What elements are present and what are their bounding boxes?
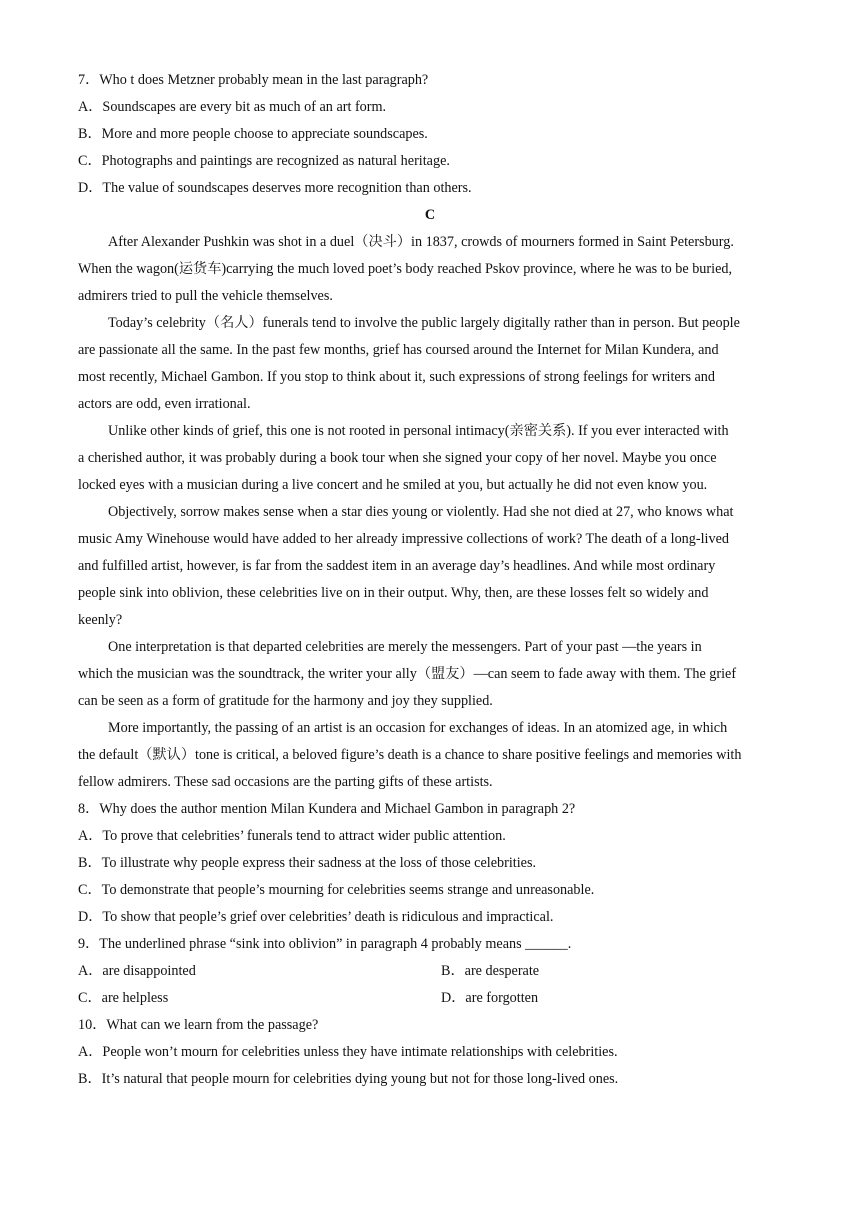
- passage-line: When the wagon(运货车)carrying the much loved poet’s body reached Pskov province, where he was to be buried,: [78, 261, 733, 277]
- passage-line: the default（默认）tone is critical, a beloved figure’s death is a chance to share positive feelings and memories with: [78, 747, 742, 763]
- passage-line: admirers tried to pull the vehicle themselves.: [78, 288, 333, 304]
- question-7-option-d: D．The value of soundscapes deserves more recognition than others.: [78, 180, 472, 196]
- passage-line: are passionate all the same. In the past few months, grief has coursed around the Internet for Milan Kundera, and: [78, 342, 719, 358]
- passage-line: people sink into oblivion, these celebrities live on in their output. Why, then, are these losses felt so widely and: [78, 585, 709, 601]
- question-7-stem: 7．Who t does Metzner probably mean in the last paragraph?: [78, 72, 429, 88]
- question-10-option-a: A．People won’t mourn for celebrities unless they have intimate relationships with celebrities.: [78, 1044, 618, 1060]
- passage-line: One interpretation is that departed celebrities are merely the messengers. Part of your past —the years in: [108, 639, 702, 655]
- question-9-option-b: B．are desperate: [441, 963, 540, 979]
- passage-line: and fulfilled artist, however, is far from the saddest item in an average day’s headlines. And while most ordinary: [78, 558, 716, 574]
- passage-line: locked eyes with a musician during a live concert and he smiled at you, but actually he did not even know you.: [78, 477, 708, 493]
- question-10-option-b: B．It’s natural that people mourn for celebrities dying young but not for those long-lived ones.: [78, 1071, 619, 1087]
- question-9-option-d: D．are forgotten: [441, 990, 539, 1006]
- question-9-stem: 9．The underlined phrase “sink into oblivion” in paragraph 4 probably means ______.: [78, 936, 572, 952]
- question-10-stem: 10．What can we learn from the passage?: [78, 1017, 319, 1033]
- passage-line: which the musician was the soundtrack, the writer your ally（盟友）—can seem to fade away with them. The grief: [78, 666, 737, 682]
- question-8-option-a: A．To prove that celebrities’ funerals tend to attract wider public attention.: [78, 828, 506, 844]
- question-7-option-b: B．More and more people choose to appreciate soundscapes.: [78, 126, 428, 142]
- question-8-option-c: C．To demonstrate that people’s mourning for celebrities seems strange and unreasonable.: [78, 882, 595, 898]
- question-9-option-a: A．are disappointed: [78, 963, 196, 979]
- passage-line: fellow admirers. These sad occasions are the parting gifts of these artists.: [78, 774, 493, 790]
- passage-line: Objectively, sorrow makes sense when a star dies young or violently. Had she not died at 27, who knows what: [108, 504, 734, 520]
- passage-line: After Alexander Pushkin was shot in a duel（决斗）in 1837, crowds of mourners formed in Saint Petersburg.: [108, 234, 734, 250]
- section-label: C: [424, 207, 436, 223]
- question-8-option-d: D．To show that people’s grief over celebrities’ death is ridiculous and impractical.: [78, 909, 554, 925]
- passage-line: actors are odd, even irrational.: [78, 396, 251, 412]
- passage-line: Today’s celebrity（名人）funerals tend to involve the public largely digitally rather than in person. But people: [108, 315, 740, 331]
- question-9-option-c: C．are helpless: [78, 990, 169, 1006]
- passage-line: a cherished author, it was probably during a book tour when she signed your copy of her novel. Maybe you once: [78, 450, 717, 466]
- passage-line: can be seen as a form of gratitude for the harmony and joy they supplied.: [78, 693, 493, 709]
- passage-line: keenly?: [78, 612, 123, 628]
- question-8-option-b: B．To illustrate why people express their sadness at the loss of those celebrities.: [78, 855, 537, 871]
- question-7-option-a: A．Soundscapes are every bit as much of an art form.: [78, 99, 387, 115]
- passage-line: More importantly, the passing of an artist is an occasion for exchanges of ideas. In an atomized age, in which: [108, 720, 728, 736]
- question-8-stem: 8．Why does the author mention Milan Kundera and Michael Gambon in paragraph 2?: [78, 801, 576, 817]
- passage-line: music Amy Winehouse would have added to her already impressive collections of work? The death of a long-lived: [78, 531, 729, 547]
- passage-line: Unlike other kinds of grief, this one is not rooted in personal intimacy(亲密关系). If you ever interacted with: [108, 423, 729, 439]
- question-7-option-c: C．Photographs and paintings are recognized as natural heritage.: [78, 153, 450, 169]
- passage-line: most recently, Michael Gambon. If you stop to think about it, such expressions of strong feelings for writers and: [78, 369, 715, 385]
